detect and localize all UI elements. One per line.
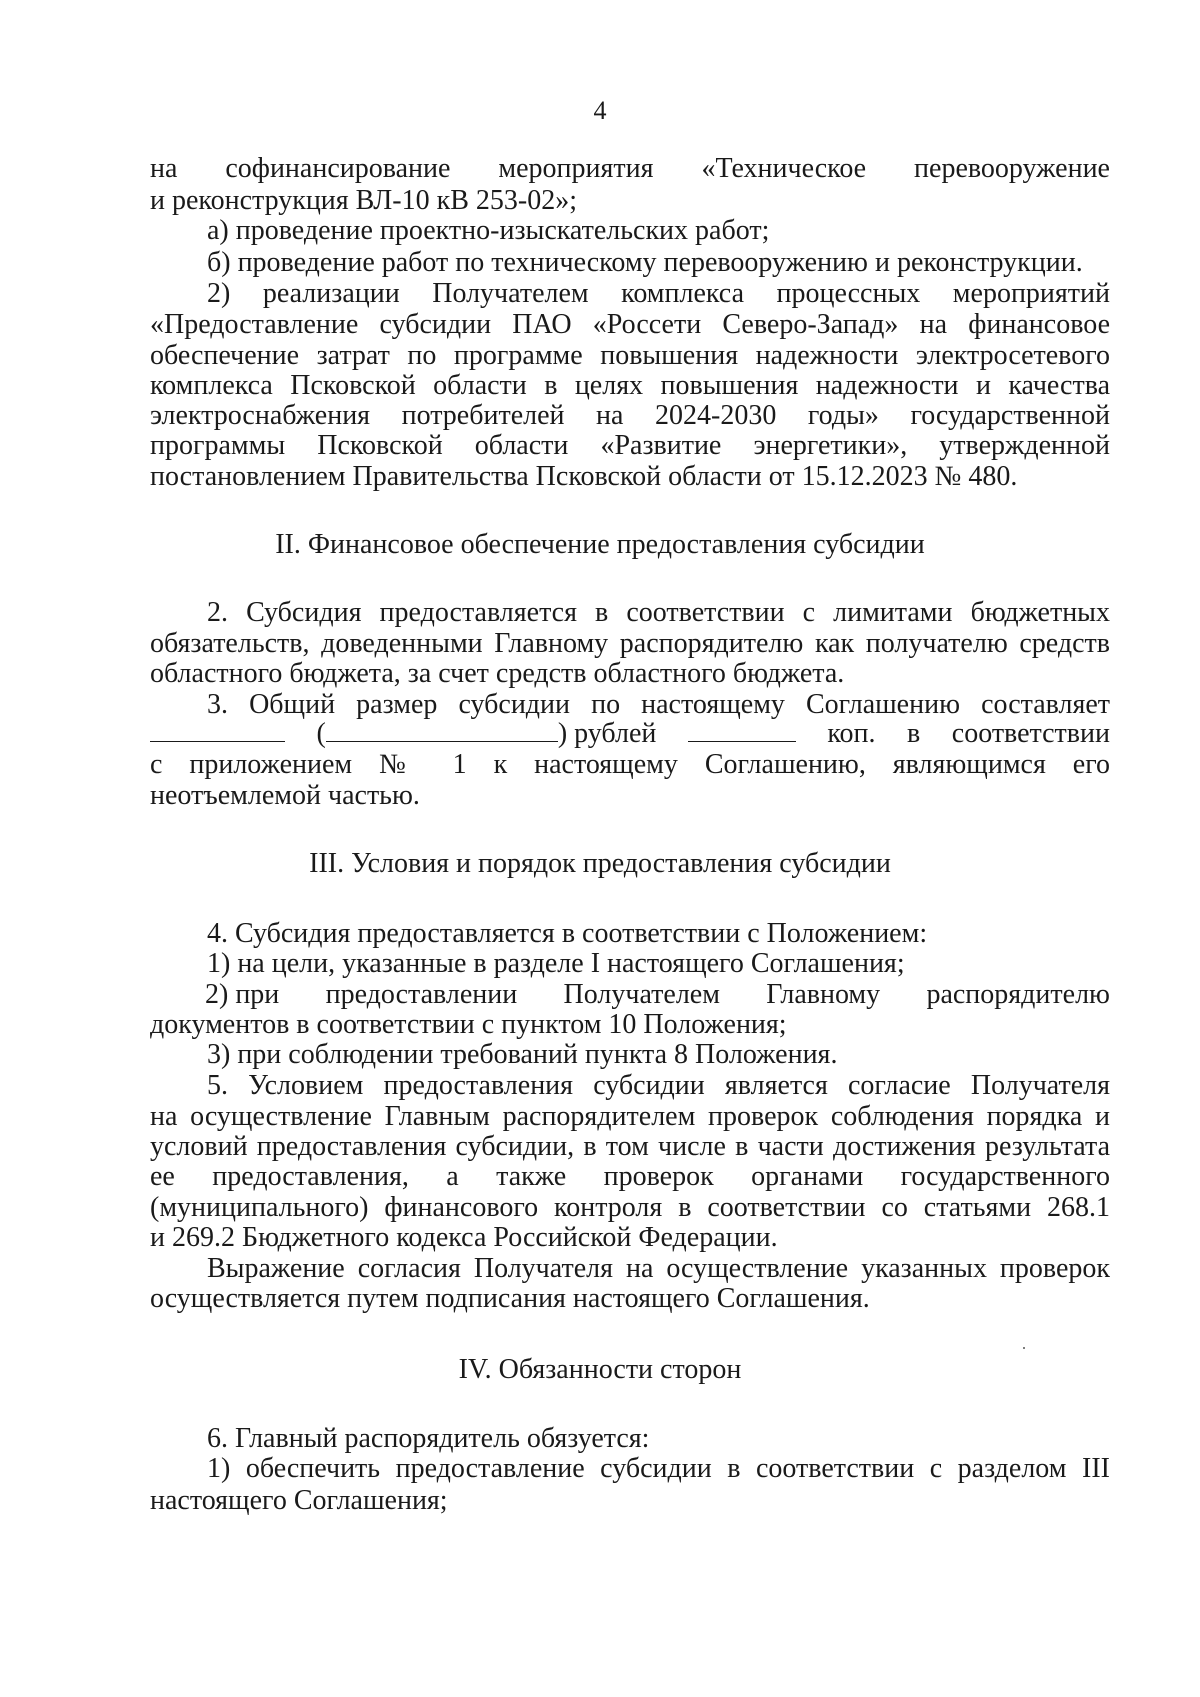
amount-tail: соответствии <box>951 718 1110 749</box>
paragraph-line: обеспечение затрат по программе повышения надежности электросетевого <box>150 340 1110 371</box>
clause-2: 2. Субсидия предоставляется в соответствии с лимитами бюджетных <box>207 597 1110 628</box>
paragraph-line: программы Псковской области «Развитие энергетики», утвержденной <box>150 430 1110 461</box>
paragraph-line: настоящего Соглашения; <box>150 1485 448 1516</box>
list-item-a: а) проведение проектно-изыскательских работ; <box>207 215 770 246</box>
clause-6-1: 1) обеспечить предоставление субсидии в соответствии с разделом III <box>207 1453 1110 1484</box>
amount-blank <box>150 717 285 742</box>
list-item-2: 2) реализации Получателем комплекса процессных мероприятий <box>207 278 1110 309</box>
paragraph-line: и 269.2 Бюджетного кодекса Российской Федерации. <box>150 1222 778 1253</box>
clause-4-1: 1) на цели, указанные в разделе I настоящего Соглашения; <box>207 948 905 979</box>
section-heading-2: II. Финансовое обеспечение предоставления субсидии <box>275 529 925 560</box>
amount-words: ( ) рублей <box>316 718 657 749</box>
paragraph-line: документов в соответствии с пунктом 10 Положения; <box>150 1009 787 1040</box>
kop-blank <box>688 717 796 742</box>
paragraph-line: условий предоставления субсидии, в том числе в части достижения результата <box>150 1131 1110 1162</box>
paragraph-line: неотъемлемой частью. <box>150 780 420 811</box>
list-item-b: б) проведение работ по техническому перевооружению и реконструкции. <box>207 247 1083 278</box>
kop-label: коп. <box>827 718 876 749</box>
amount-words-blank <box>326 717 558 742</box>
paragraph-line: осуществляется путем подписания настоящего Соглашения. <box>150 1283 870 1314</box>
clause-3: 3. Общий размер субсидии по настоящему Соглашению составляет <box>207 689 1110 720</box>
paragraph-line: областного бюджета, за счет средств областного бюджета. <box>150 658 845 689</box>
paragraph-line: ее предоставления, а также проверок органами государственного <box>150 1161 1110 1192</box>
paragraph-line: и реконструкция ВЛ-10 кВ 253-02»; <box>150 185 577 216</box>
paragraph-line: обязательств, доведенными Главному распорядителю как получателю средств <box>150 628 1110 659</box>
paragraph-line: электроснабжения потребителей на 2024-2030 годы» государственной <box>150 400 1110 431</box>
amount-tail: в <box>907 718 921 749</box>
clause-4-3: 3) при соблюдении требований пункта 8 Положения. <box>207 1039 838 1070</box>
clause-5: 5. Условием предоставления субсидии является согласие Получателя <box>207 1070 1110 1101</box>
paragraph-line: «Предоставление субсидии ПАО «Россети Северо-Запад» на финансовое <box>150 309 1110 340</box>
section-heading-4: IV. Обязанности сторон <box>458 1354 742 1385</box>
amount-line <box>150 717 1110 751</box>
paragraph-line: комплекса Псковской области в целях повышения надежности и качества <box>150 370 1110 401</box>
consent-paragraph: Выражение согласия Получателя на осуществление указанных проверок <box>207 1253 1110 1284</box>
clause-4-2: 2) при предоставлении Получателем Главному распорядителю <box>205 979 1110 1010</box>
section-heading-3: III. Условия и порядок предоставления субсидии <box>309 848 891 879</box>
paragraph-line: постановлением Правительства Псковской области от 15.12.2023 № 480. <box>150 461 1018 492</box>
page-number: 4 <box>593 96 607 125</box>
clause-4: 4. Субсидия предоставляется в соответствии с Положением: <box>207 918 928 949</box>
paragraph-line: на софинансирование мероприятия «Техническое перевооружение <box>150 153 1110 184</box>
paragraph-line: с приложением № 1 к настоящему Соглашению, являющимся его <box>150 749 1110 780</box>
clause-6: 6. Главный распорядитель обязуется: <box>207 1423 650 1454</box>
paragraph-line: на осуществление Главным распорядителем проверок соблюдения порядка и <box>150 1101 1110 1132</box>
paragraph-line: (муниципального) финансового контроля в соответствии со статьями 268.1 <box>150 1192 1110 1223</box>
scan-speck <box>1023 1347 1025 1349</box>
